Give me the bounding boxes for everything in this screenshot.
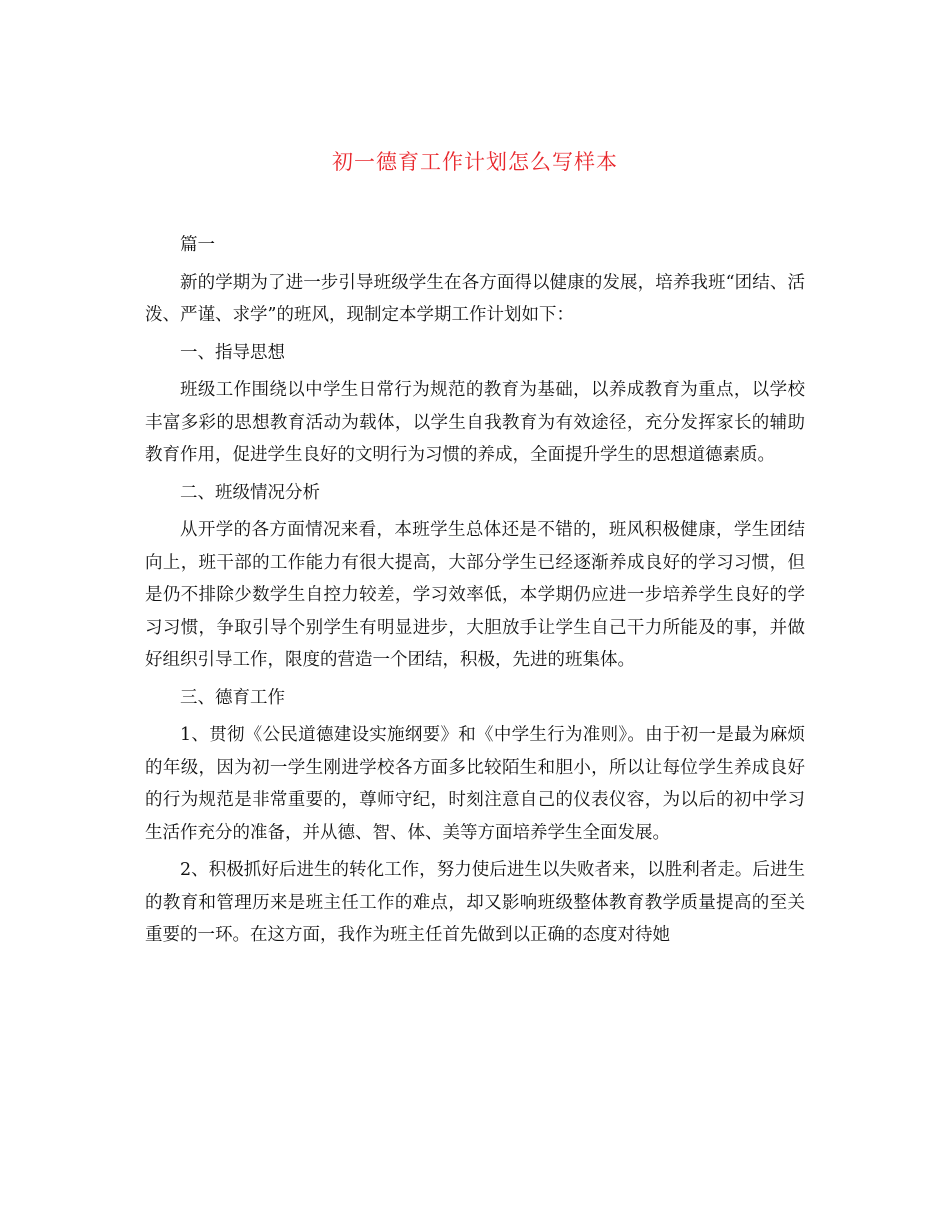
document-body — [145, 229, 805, 952]
intro-paragraph: 新的学期为了进一步引导班级学生在各方面得以健康的发展，培养我班“团结、活泼、严谨、求学”的班风，现制定本学期工作计划如下： — [145, 272, 805, 325]
guiding-idea-paragraph: 班级工作围绕以中学生日常行为规范的教育为基础，以养成教育为重点，以学校丰富多彩的思想教育活动为载体，以学生自我教育为有效途径，充分发挥家长的辅助教育作用，促进学生良好的文明行为习惯的养成，全面提升学生的思想道德素质。 — [145, 380, 805, 465]
heading-class-analysis: 二、班级情况分析 — [180, 482, 320, 503]
heading-guiding-idea: 一、指导思想 — [180, 342, 285, 363]
document-title: 初一德育工作计划怎么写样本 — [332, 150, 618, 174]
moral-item-2-paragraph: 2、积极抓好后进生的转化工作，努力使后进生以失败者来，以胜利者走。后进生的教育和管理历来是班主任工作的难点，却又影响班级整体教育教学质量提高的至关重要的一环。在这方面，我作为班主任首先做到以正确的态度对待她 — [145, 860, 805, 945]
section-label-pian-yi: 篇一 — [180, 235, 215, 255]
moral-item-1-paragraph: 1、贯彻《公民道德建设实施纲要》和《中学生行为准则》。由于初一是最为麻烦的年级，因为初一学生刚进学校各方面多比较陌生和胆小，所以让每位学生养成良好的行为规范是非常重要的，尊师守纪，时刻注意自己的仪表仪容，为以后的初中学习生活作充分的准备，并从德、智、体、美等方面培养学生全面发展。 — [145, 725, 805, 843]
class-analysis-paragraph: 从开学的各方面情况来看，本班学生总体还是不错的，班风积极健康，学生团结向上，班干部的工作能力有很大提高，大部分学生已经逐渐养成良好的学习习惯，但是仍不排除少数学生自控力较差，学习效率低，本学期仍应进一步培养学生良好的学习习惯，争取引导个别学生有明显进步，大胆放手让学生自己干力所能及的事，并做好组织引导工作，限度的营造一个团结，积极，先进的班集体。 — [145, 520, 805, 670]
heading-moral-education: 三、德育工作 — [180, 687, 285, 708]
